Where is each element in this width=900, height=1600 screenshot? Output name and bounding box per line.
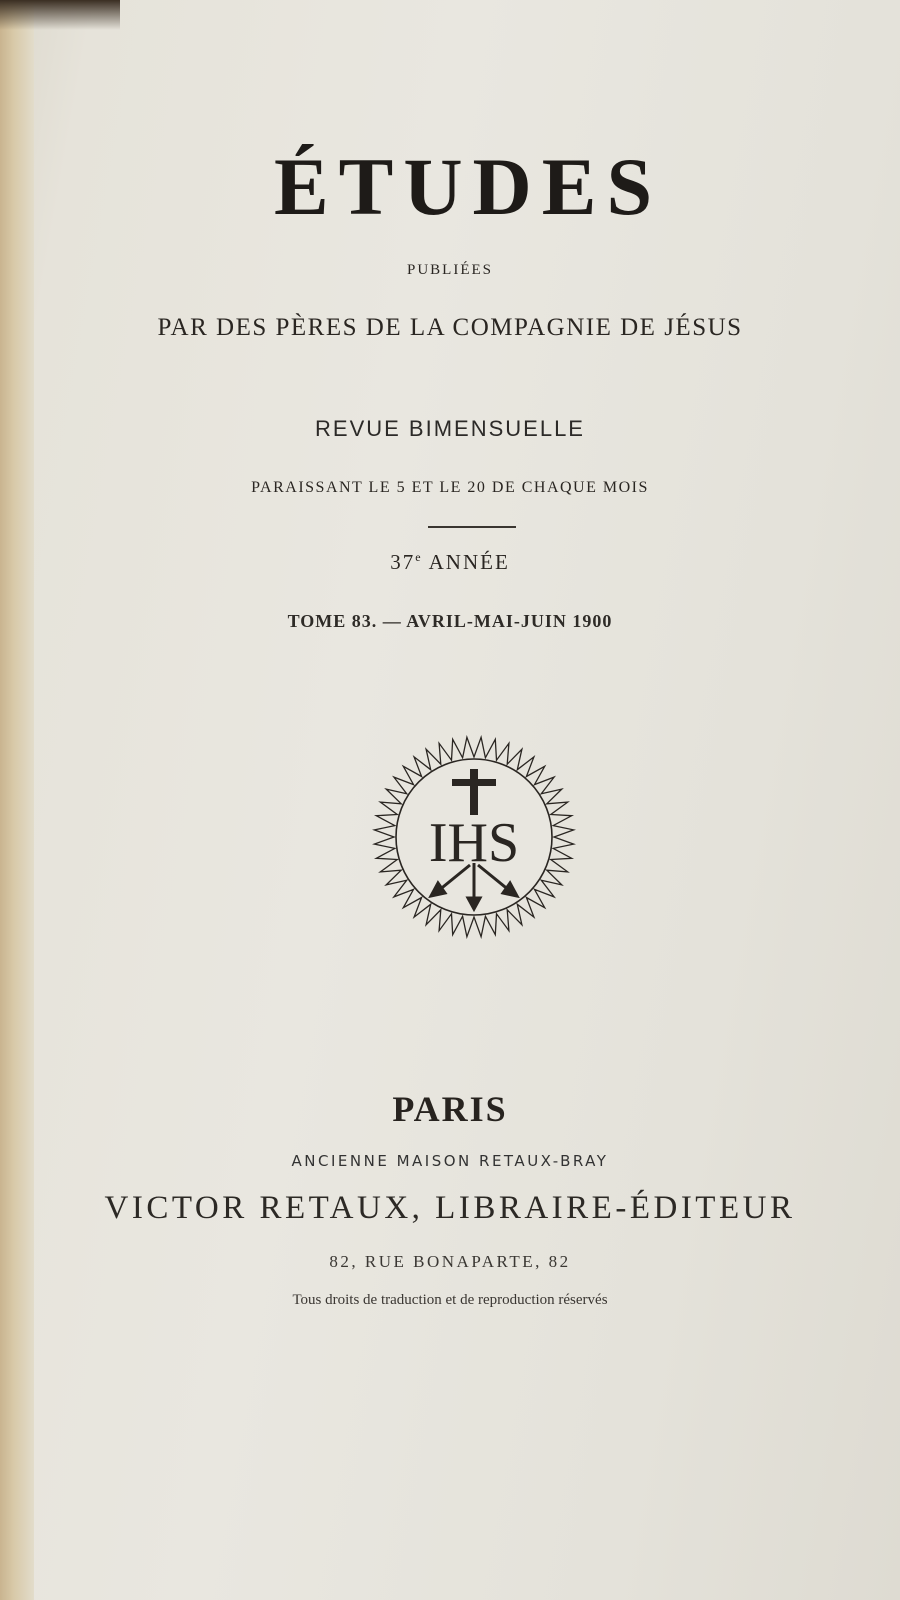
year-number: 37 xyxy=(390,550,416,574)
book-spine-edge xyxy=(0,0,34,1600)
publisher-address: 82, RUE BONAPARTE, 82 xyxy=(329,1252,571,1271)
year-label: ANNÉE xyxy=(428,550,510,574)
ihs-sunburst-icon xyxy=(372,735,576,939)
publisher-name: VICTOR RETAUX, LIBRAIRE-ÉDITEUR xyxy=(104,1190,796,1226)
authors-line: PAR DES PÈRES DE LA COMPAGNIE DE JÉSUS xyxy=(157,314,743,341)
divider-rule xyxy=(428,526,516,528)
publication-frequency: PARAISSANT LE 5 ET LE 20 DE CHAQUE MOIS xyxy=(251,479,649,496)
year-line xyxy=(0,550,900,575)
published-label: PUBLIÉES xyxy=(406,262,493,278)
year-suffix: e xyxy=(415,550,423,564)
tome-line: TOME 83. — AVRIL-MAI-JUIN 1900 xyxy=(287,611,613,631)
ihs-monogram: IHS xyxy=(428,812,520,874)
revue-type: REVUE BIMENSUELLE xyxy=(315,416,585,441)
rights-notice: Tous droits de traduction et de reproduction réservés xyxy=(292,1292,608,1308)
city: PARIS xyxy=(392,1089,508,1129)
journal-title: ÉTUDES xyxy=(273,141,663,232)
cover-corner-shadow xyxy=(0,0,120,30)
former-publisher: ANCIENNE MAISON RETAUX-BRAY xyxy=(291,1152,609,1170)
